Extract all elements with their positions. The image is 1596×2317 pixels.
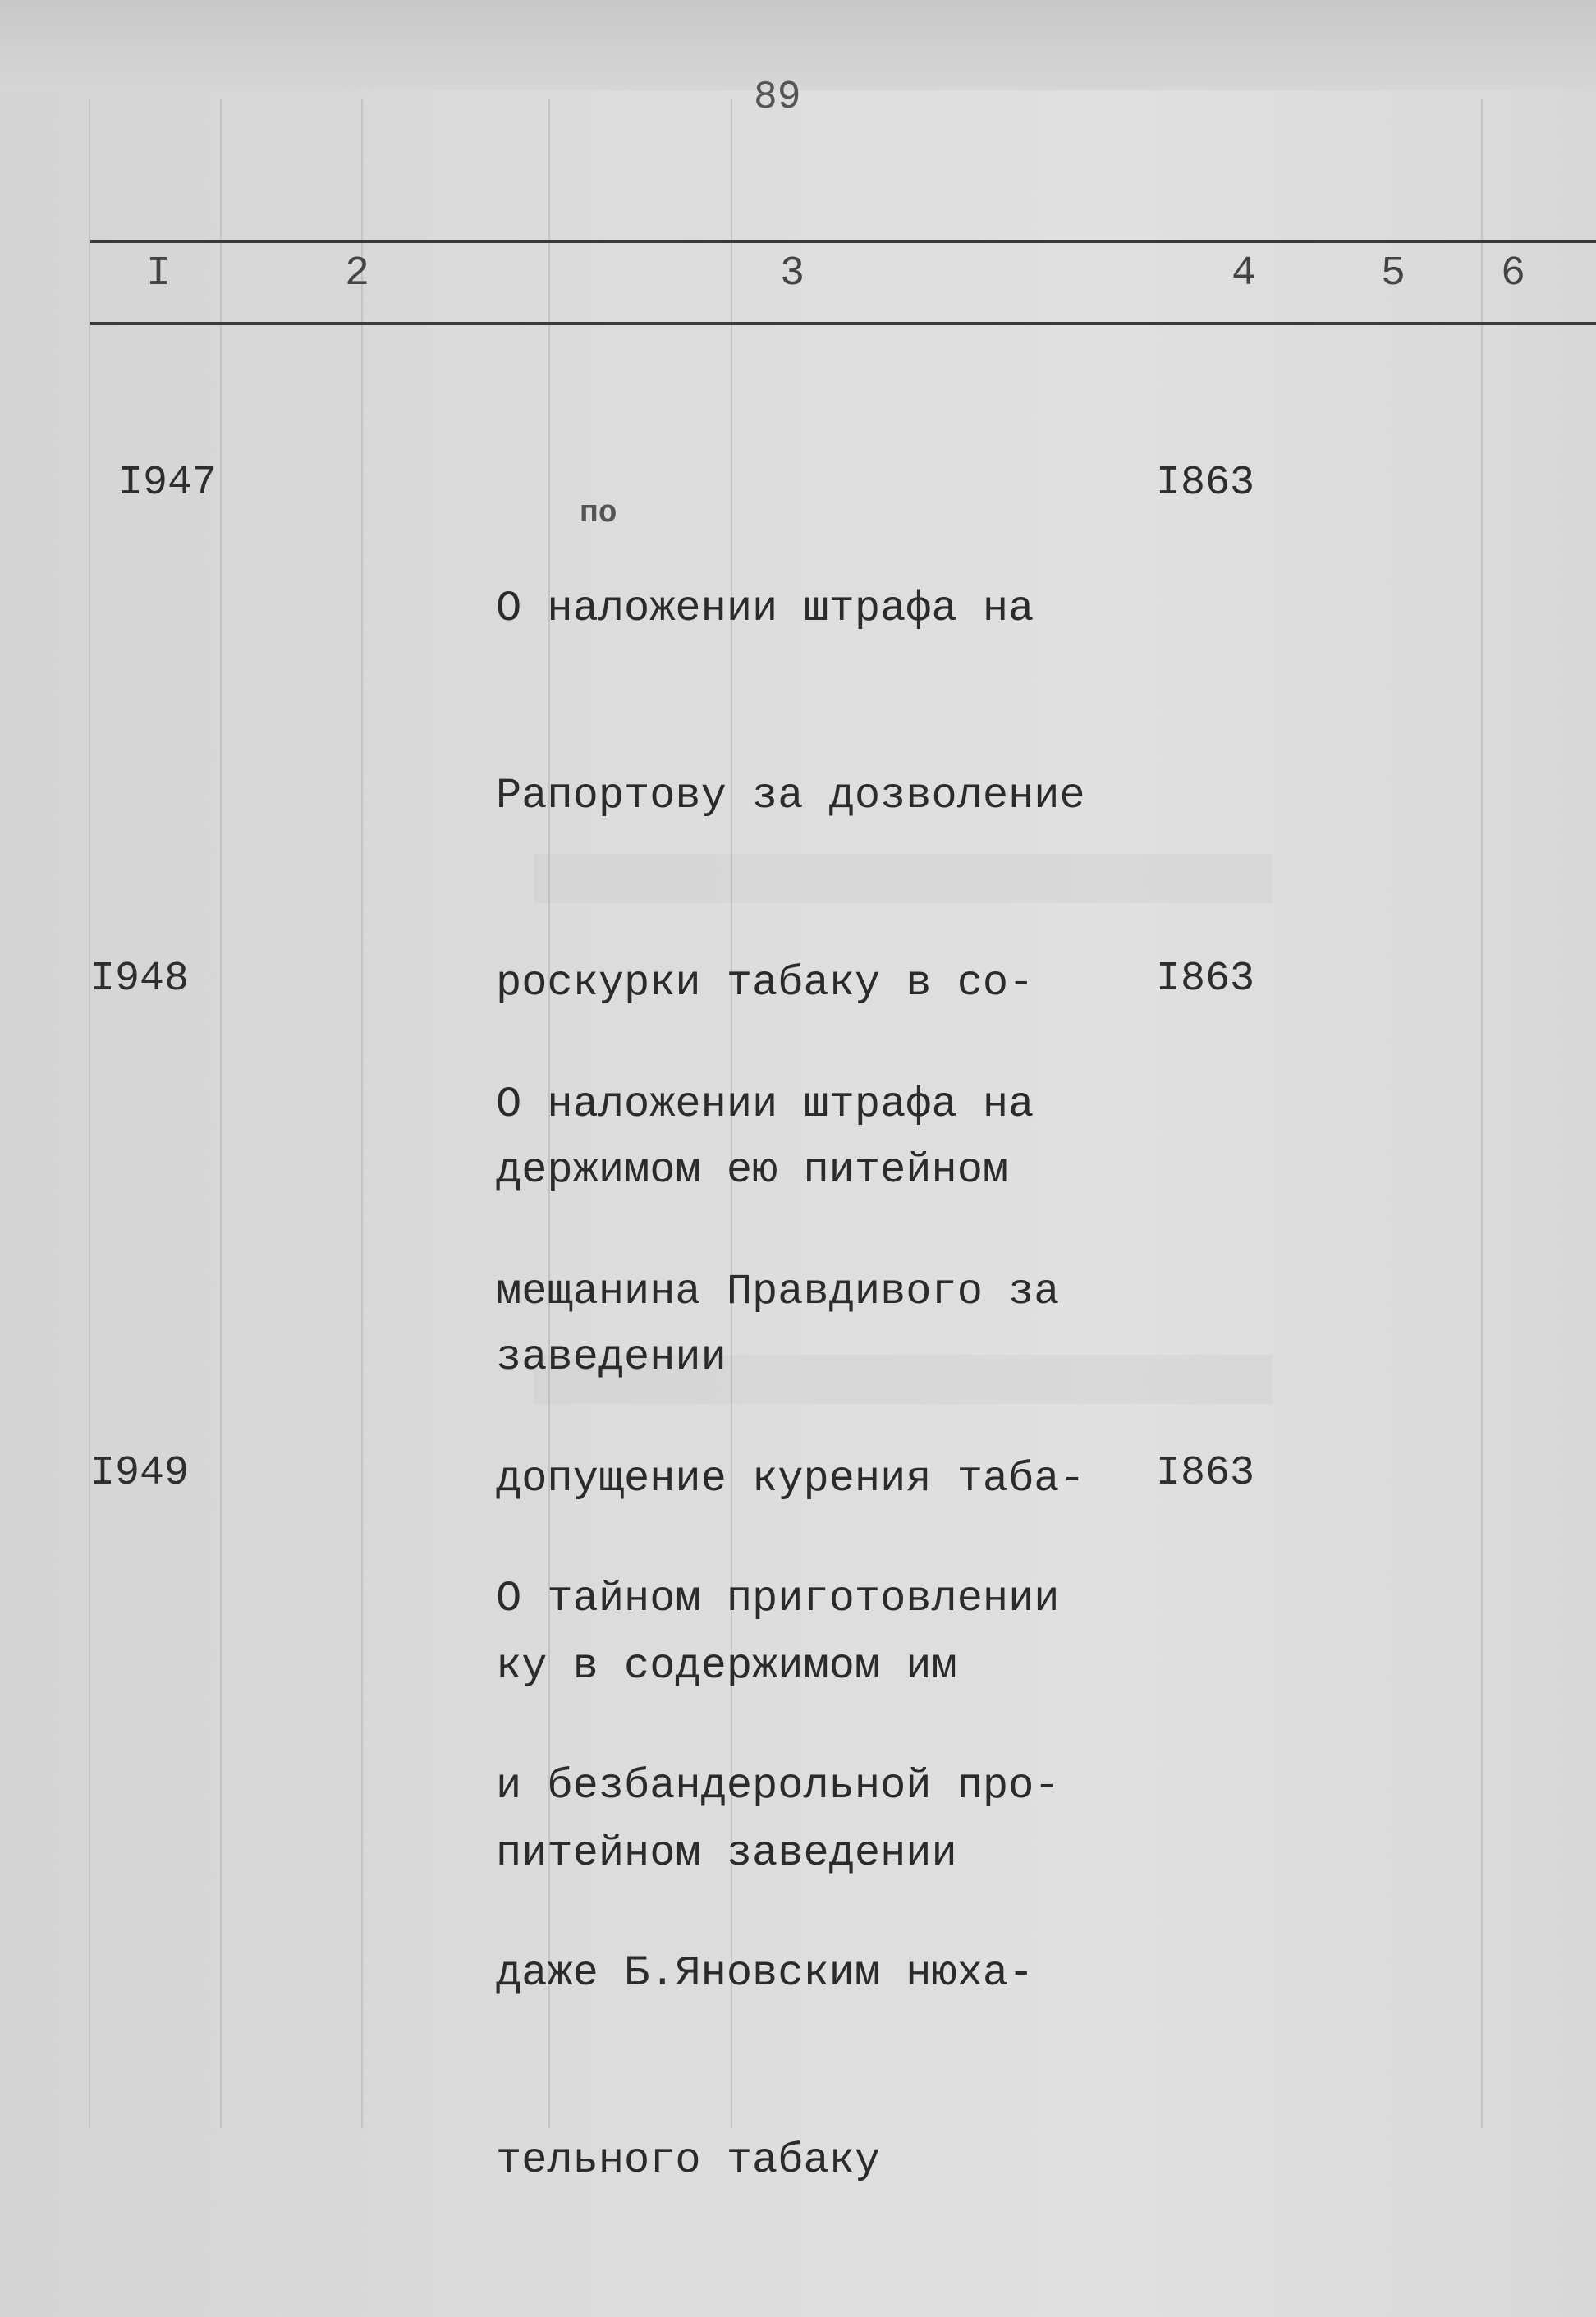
entry-year: I863 [1156, 460, 1255, 507]
entry-title-line: О наложении штрафа на [496, 585, 1034, 633]
entry-title-line: заведении [496, 1333, 727, 1382]
entry-title-line: держимом ею питейном [496, 1146, 1009, 1195]
column-guide-line [1481, 99, 1483, 2128]
entry-title-line: тельного табаку [496, 2136, 881, 2185]
entry-title-line: ку в содержимом им [496, 1642, 957, 1691]
page-number: 89 [754, 76, 801, 120]
column-number-4: 4 [1231, 250, 1257, 297]
entry-title-line: О тайном приготовлении [496, 1575, 1060, 1623]
entry-title-line: О наложении штрафа на [496, 1081, 1034, 1129]
header-top-rule [90, 240, 1596, 243]
column-number-3: 3 [780, 250, 805, 297]
entry-number: I949 [90, 1450, 190, 1497]
column-number-6: 6 [1501, 250, 1526, 297]
entry-title-line: питейном заведении [496, 1829, 957, 1878]
column-number-5: 5 [1381, 250, 1406, 297]
entry-number: I948 [90, 956, 190, 1003]
column-guide-line [89, 99, 90, 2128]
entry-year: I863 [1156, 956, 1255, 1003]
entry-title-line: даже Б.Яновским нюха- [496, 1949, 1034, 1998]
column-guide-line [220, 99, 222, 2128]
entry-title-line: мещанина Правдивого за [496, 1268, 1060, 1316]
entry-title-line: допущение курения таба- [496, 1455, 1085, 1503]
entry-title [496, 1443, 1120, 2317]
header-bottom-rule [90, 322, 1596, 325]
entry-number: I947 [118, 460, 218, 507]
entry-title-line: и безбандерольной про- [496, 1762, 1060, 1810]
entry-title-line: роскурки табаку в со- [496, 959, 1034, 1007]
handwritten-insertion: по [580, 496, 617, 531]
column-number-1: I [146, 250, 172, 297]
entry-year: I863 [1156, 1450, 1255, 1497]
column-guide-line [361, 99, 363, 2128]
entry-title-line: Рапортову за дозволение [496, 772, 1085, 820]
column-number-2: 2 [345, 250, 370, 297]
